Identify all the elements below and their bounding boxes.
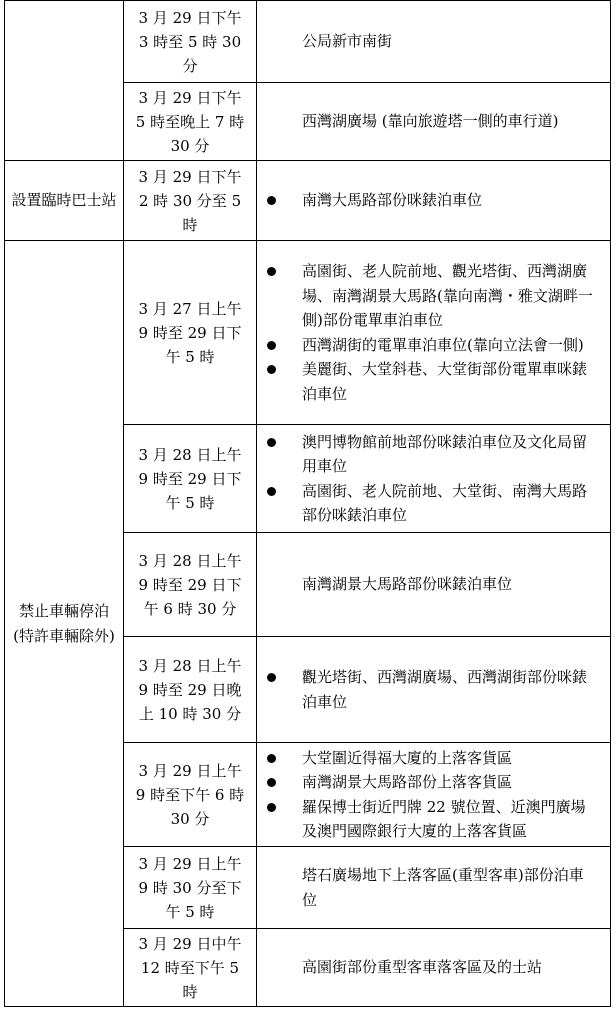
list-item — [257, 188, 598, 213]
time-cell: 3 月 28 日上午 9 時至 29 日下午 6 時 30 分 — [124, 533, 257, 637]
list-item-text: 西灣湖街的電單車泊車位(靠向立法會一側) — [302, 335, 584, 354]
bullet-icon — [267, 267, 276, 276]
bullet-icon — [267, 196, 276, 205]
time-cell: 3 月 29 日下午 2 時 30 分至 5 時 — [124, 161, 257, 241]
location-cell: 西灣湖廣場 (靠向旅遊塔一側的車行道) — [257, 83, 611, 161]
location-cell — [257, 637, 611, 743]
time-cell: 3 月 29 日下午 5 時至晚上 7 時 30 分 — [124, 83, 257, 161]
location-cell: 公局新市南街 — [257, 1, 611, 83]
location-cell — [257, 241, 611, 425]
bullet-icon — [267, 438, 276, 447]
time-cell: 3 月 28 日上午 9 時至 29 日晚上 10 時 30 分 — [124, 637, 257, 743]
list-item-text: 澳門博物館前地部份咪錶泊車位及文化局留用車位 — [302, 432, 588, 475]
bullet-icon — [267, 803, 276, 812]
time-cell: 3 月 27 日上午 9 時至 29 日下午 5 時 — [124, 241, 257, 425]
list-item-text: 高園街、老人院前地、觀光塔街、西灣湖廣場、南灣湖景大馬路(靠向南灣・雅文湖畔一側)部份電單車泊車位 — [302, 262, 593, 329]
list-item-text: 南灣湖景大馬路部份上落客貨區 — [302, 773, 513, 791]
location-cell — [257, 161, 611, 241]
bullet-icon — [267, 365, 276, 374]
list-item — [257, 430, 598, 479]
list-item — [257, 357, 598, 406]
location-cell — [257, 743, 611, 847]
list-item — [257, 746, 598, 771]
category-bus-stop: 設置臨時巴士站 — [5, 161, 124, 241]
bullet-icon — [267, 487, 276, 496]
location-cell — [257, 425, 611, 533]
list-item — [257, 259, 598, 333]
list-item-text: 高園街、老人院前地、大堂街、南灣大馬路部份咪錶泊車位 — [302, 481, 588, 524]
bullet-icon — [267, 673, 276, 682]
list-item-text: 南灣大馬路部份咪錶泊車位 — [302, 191, 483, 210]
list-item-text: 大堂圍近得福大廈的上落客貨區 — [302, 748, 513, 767]
time-cell: 3 月 29 日下午 3 時至 5 時 30 分 — [124, 1, 257, 83]
list-item — [257, 665, 598, 714]
list-item — [257, 479, 598, 528]
time-cell: 3 月 29 日上午 9 時至下午 6 時 30 分 — [124, 743, 257, 847]
table-row — [5, 1, 611, 83]
category-cell-empty — [5, 1, 124, 161]
traffic-measures-table — [4, 0, 611, 1007]
list-item — [257, 795, 598, 844]
list-item-text: 美麗街、大堂斜巷、大堂街部份電單車咪錶泊車位 — [302, 360, 588, 403]
table-row — [5, 241, 611, 425]
table-row — [5, 161, 611, 241]
time-cell: 3 月 29 日中午 12 時至下午 5 時 — [124, 929, 257, 1007]
bullet-icon — [267, 754, 276, 763]
location-cell: 高園街部份重型客車落客區及的士站 — [257, 929, 611, 1007]
time-cell: 3 月 29 日上午 9 時 30 分至下午 5 時 — [124, 847, 257, 929]
list-item-text: 觀光塔街、西灣湖廣場、西灣湖街部份咪錶泊車位 — [302, 668, 588, 711]
list-item — [257, 333, 598, 358]
bullet-icon — [267, 778, 276, 787]
time-cell: 3 月 28 日上午 9 時至 29 日下午 5 時 — [124, 425, 257, 533]
location-cell: 南灣湖景大馬路部份咪錶泊車位 — [257, 533, 611, 637]
category-no-parking: 禁止車輛停泊(特許車輛除外) — [5, 241, 124, 1007]
location-cell: 塔石廣場地下上落客區(重型客車)部份泊車位 — [257, 847, 611, 929]
bullet-icon — [267, 341, 276, 350]
list-item — [257, 770, 598, 795]
list-item-text: 羅保博士街近門牌 22 號位置、近澳門廣場及澳門國際銀行大廈的上落客貨區 — [302, 797, 586, 840]
